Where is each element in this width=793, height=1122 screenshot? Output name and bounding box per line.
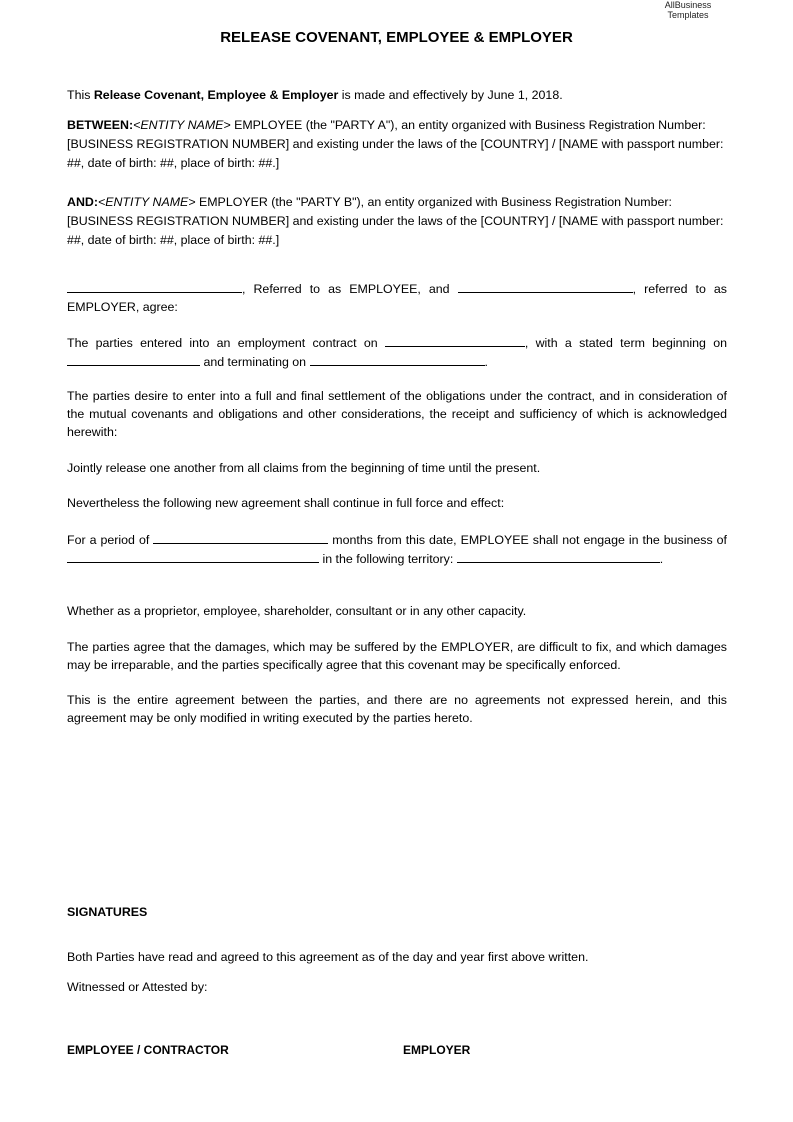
- document-title: RELEASE COVENANT, EMPLOYEE & EMPLOYER: [220, 29, 573, 46]
- employee-signature-label: EMPLOYEE / CONTRACTOR: [67, 1043, 229, 1057]
- business-type-blank[interactable]: [67, 549, 319, 563]
- entire-agreement-paragraph: This is the entire agreement between the parties, and there are no agreements not expressed herein, and this agreement may be only modified in writing executed by the parties hereto.: [67, 693, 727, 725]
- non-compete-paragraph: For a period of months from this date, EMPLOYEE shall not engage in the business of in the following territory: .: [67, 530, 727, 568]
- witnessed-label: Witnessed or Attested by:: [67, 980, 208, 994]
- party-a-entity-placeholder: <ENTITY NAME>: [133, 118, 231, 132]
- new-agreement-paragraph: Nevertheless the following new agreement shall continue in full force and effect:: [67, 496, 505, 510]
- agreement-name: Release Covenant, Employee & Employer: [93, 88, 339, 102]
- territory-blank[interactable]: [457, 549, 660, 563]
- signatures-statement: Both Parties have read and agreed to this agreement as of the day and year first above written.: [67, 950, 589, 964]
- intro-paragraph: This Release Covenant, Employee & Employer is made and effectively by June 1, 2018.: [67, 88, 563, 102]
- between-paragraph: BETWEEN:<ENTITY NAME> EMPLOYEE (the "PARTY A"), an entity organized with Business Registration Number: [BUSINESS REGISTRATION NUMBER] and existing under the laws of the [COUNTRY] / [NAME with passport number: ##, date of birth: ##, place of birth: ##.]: [67, 118, 724, 170]
- term-end-blank[interactable]: [310, 352, 485, 366]
- period-months-blank[interactable]: [153, 530, 328, 544]
- employer-signature-label: EMPLOYER: [403, 1043, 471, 1057]
- term-start-blank[interactable]: [67, 352, 200, 366]
- employer-name-blank[interactable]: [458, 279, 633, 293]
- signatures-heading: SIGNATURES: [67, 905, 148, 919]
- and-label: AND:: [67, 195, 98, 209]
- party-b-entity-placeholder: <ENTITY NAME>: [97, 195, 196, 209]
- jointly-release-paragraph: Jointly release one another from all claims from the beginning of time until the present.: [67, 461, 541, 475]
- capacity-paragraph: Whether as a proprietor, employee, shareholder, consultant or in any other capacity.: [67, 604, 527, 618]
- and-paragraph: AND:<ENTITY NAME> EMPLOYER (the "PARTY B"), an entity organized with Business Registration Number: [BUSINESS REGISTRATION NUMBER] and existing under the laws of the [COUNTRY] / [NAME with passport number: ##, date of birth: ##, place of birth: ##.]: [67, 195, 724, 247]
- contract-paragraph: The parties entered into an employment contract on , with a stated term beginning on and terminating on .: [67, 333, 727, 371]
- settlement-paragraph: The parties desire to enter into a full and final settlement of the obligations under the contract, and in consideration of the mutual covenants and obligations and other considerations, the receipt and sufficiency of which is acknowledged herewith:: [67, 389, 727, 439]
- allbusiness-templates-logo: [648, 0, 728, 20]
- contract-date-blank[interactable]: [385, 333, 525, 347]
- logo-line-1: AllBusiness: [664, 0, 712, 10]
- employee-name-blank[interactable]: [67, 279, 242, 293]
- damages-paragraph: The parties agree that the damages, which may be suffered by the EMPLOYER, are difficult to fix, and which damages may be irreparable, and the parties specifically agree that this covenant may be specifically enforced.: [67, 640, 727, 672]
- between-label: BETWEEN:: [67, 118, 134, 132]
- referred-paragraph: , Referred to as EMPLOYEE, and , referred to as EMPLOYER, agree:: [67, 279, 727, 316]
- logo-line-2: Templates: [667, 10, 709, 20]
